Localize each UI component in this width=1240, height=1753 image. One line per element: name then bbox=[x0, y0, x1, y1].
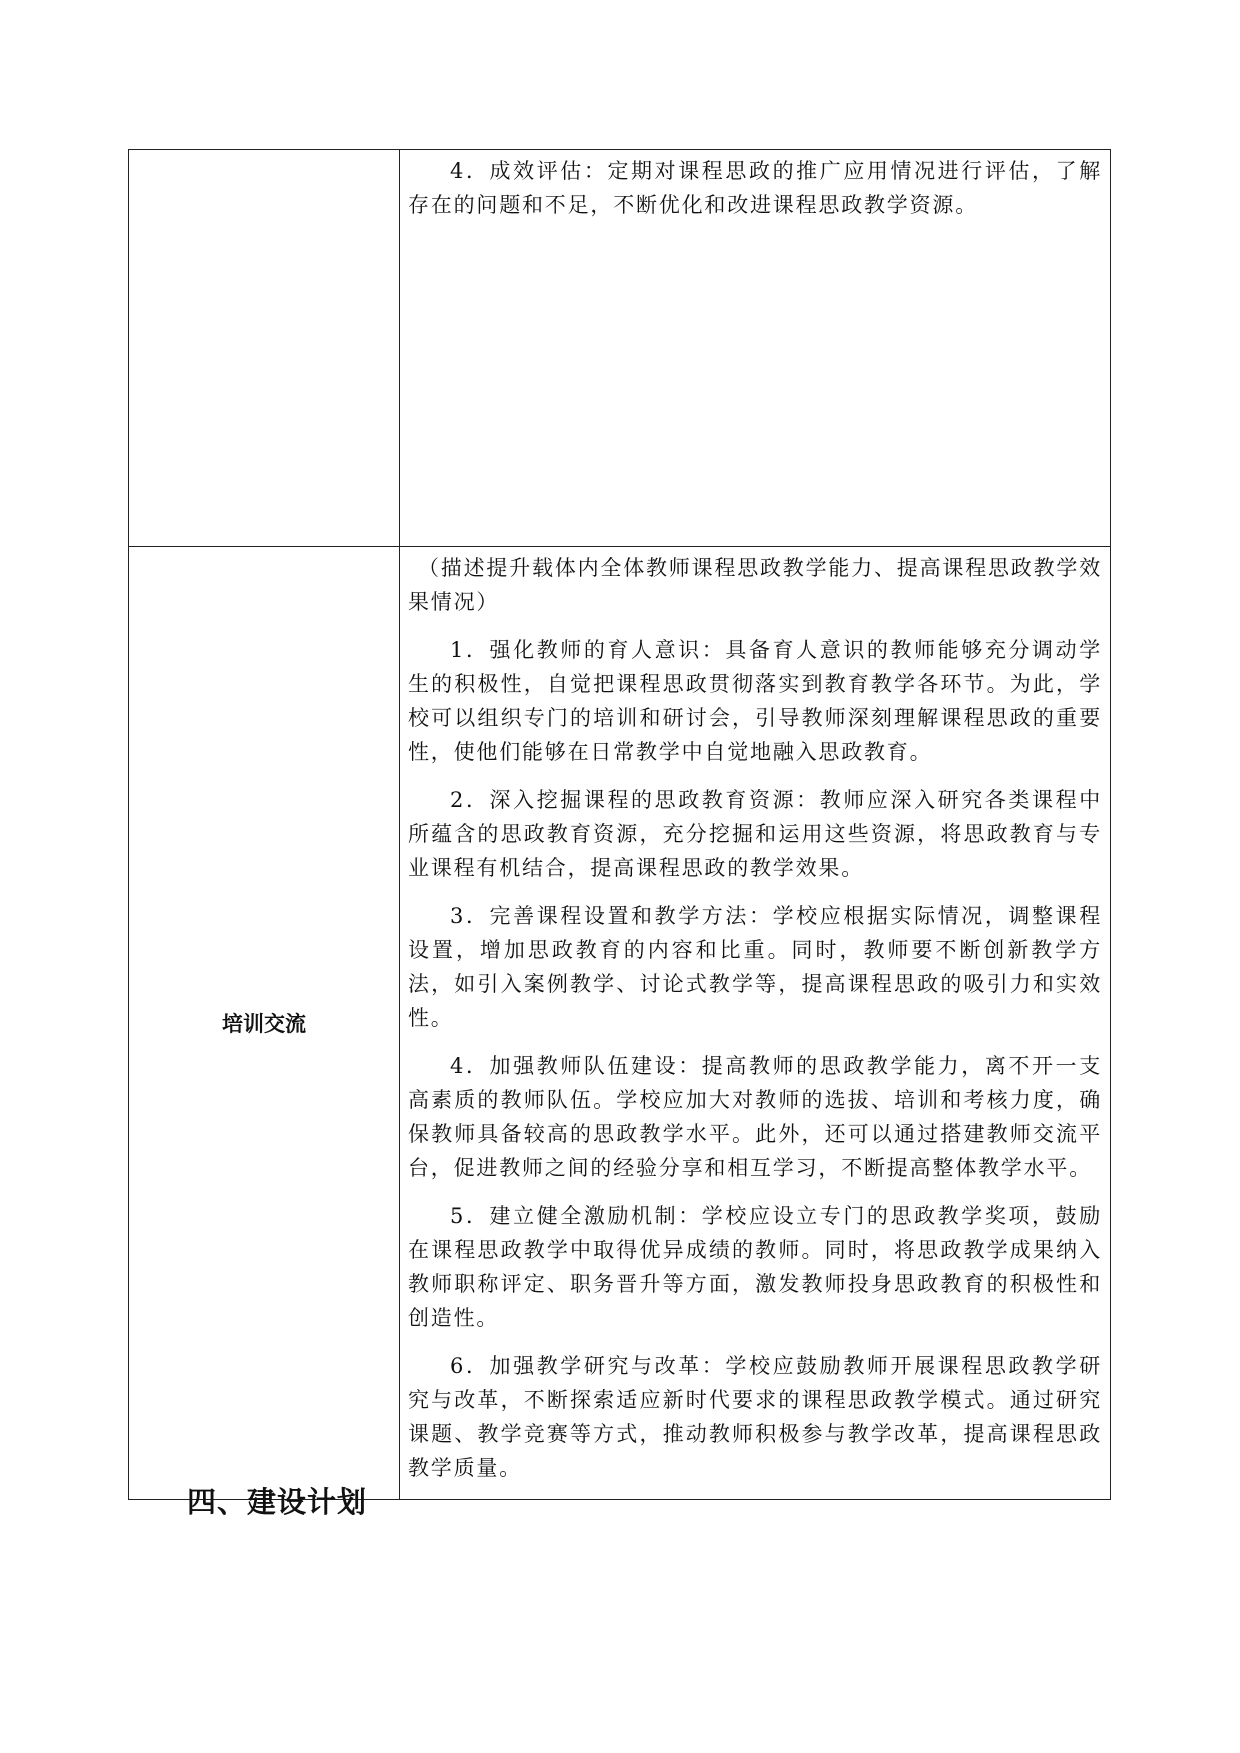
row-label-training-exchange: 培训交流 bbox=[129, 547, 400, 1500]
row-label-cell bbox=[129, 150, 400, 547]
content-table bbox=[128, 149, 1111, 1500]
section-heading: 四、建设计划 bbox=[187, 1485, 368, 1519]
table-row-training-exchange bbox=[129, 547, 1111, 1500]
paragraph-item-1: 1．强化教师的育人意识：具备育人意识的教师能够充分调动学生的积极性，自觉把课程思政贯彻落实到教育教学各环节。为此，学校可以组织专门的培训和研讨会，引导教师深刻理解课程思政的重要性，使他们能够在日常教学中自觉地融入思政教育。 bbox=[408, 638, 1102, 764]
paragraph-item-2: 2．深入挖掘课程的思政教育资源：教师应深入研究各类课程中所蕴含的思政教育资源，充分挖掘和运用这些资源，将思政教育与专业课程有机结合，提高课程思政的教学效果。 bbox=[408, 788, 1102, 880]
row-content-cell bbox=[400, 150, 1111, 547]
paragraph-item-5: 5．建立健全激励机制：学校应设立专门的思政教学奖项，鼓励在课程思政教学中取得优异成绩的教师。同时，将思政教学成果纳入教师职称评定、职务晋升等方面，激发教师投身思政教育的积极性和创造性。 bbox=[408, 1204, 1102, 1330]
table-row-effect-evaluation bbox=[129, 150, 1111, 547]
paragraph-item-6: 6．加强教学研究与改革：学校应鼓励教师开展课程思政教学研究与改革，不断探索适应新时代要求的课程思政教学模式。通过研究课题、教学竞赛等方式，推动教师积极参与教学改革，提高课程思政教学质量。 bbox=[408, 1354, 1102, 1480]
row-content-cell bbox=[400, 547, 1111, 1500]
paragraph-effect-evaluation: 4．成效评估：定期对课程思政的推广应用情况进行评估，了解存在的问题和不足，不断优化和改进课程思政教学资源。 bbox=[408, 159, 1102, 217]
description-note: （描述提升载体内全体教师课程思政教学能力、提高课程思政教学效果情况） bbox=[408, 556, 1102, 614]
paragraph-item-4: 4．加强教师队伍建设：提高教师的思政教学能力，离不开一支高素质的教师队伍。学校应加大对教师的选拔、培训和考核力度，确保教师具备较高的思政教学水平。此外，还可以通过搭建教师交流平台，促进教师之间的经验分享和相互学习，不断提高整体教学水平。 bbox=[408, 1054, 1102, 1180]
paragraph-item-3: 3．完善课程设置和教学方法：学校应根据实际情况，调整课程设置，增加思政教育的内容和比重。同时，教师要不断创新教学方法，如引入案例教学、讨论式教学等，提高课程思政的吸引力和实效性。 bbox=[408, 904, 1102, 1030]
